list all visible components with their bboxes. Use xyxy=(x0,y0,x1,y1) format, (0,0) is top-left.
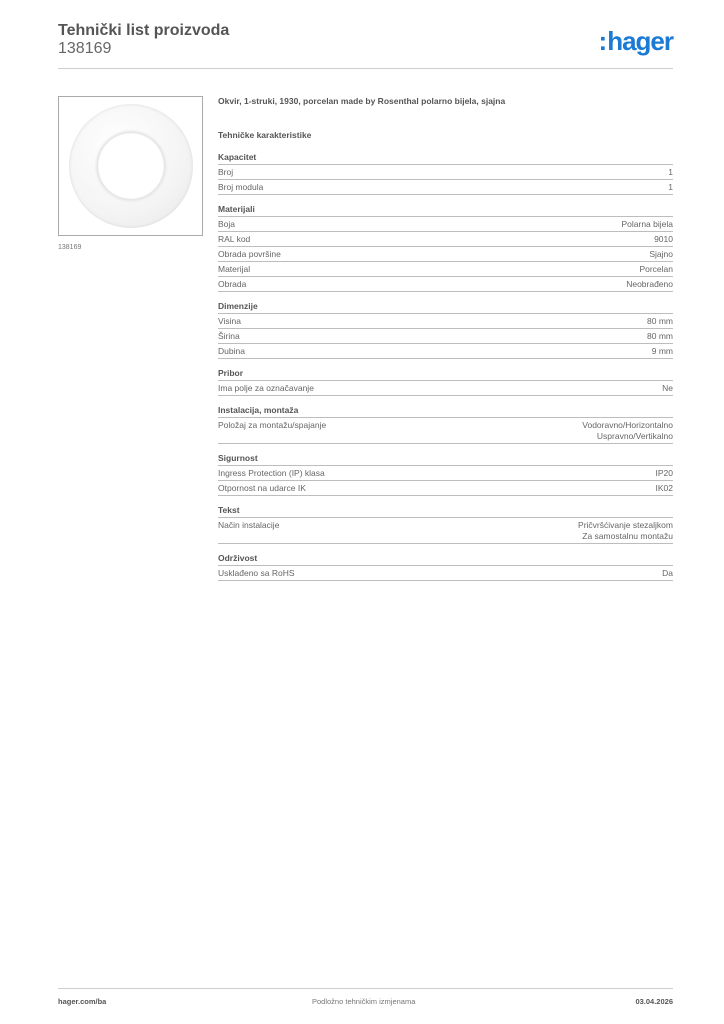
spec-label: RAL kod xyxy=(218,234,251,244)
spec-groups xyxy=(218,152,673,581)
group-title: Kapacitet xyxy=(218,152,673,165)
spec-label: Položaj za montažu/spajanje xyxy=(218,420,327,430)
spec-value xyxy=(656,483,674,494)
document-title: Tehnički list proizvoda xyxy=(58,22,230,39)
spec-label: Ima polje za označavanje xyxy=(218,383,314,393)
spec-group xyxy=(218,368,673,396)
product-description: Okvir, 1-struki, 1930, porcelan made by Rosenthal polarno bijela, sjajna xyxy=(218,96,506,106)
group-title: Održivost xyxy=(218,553,673,566)
spec-row xyxy=(218,418,673,444)
spec-value xyxy=(656,468,674,479)
spec-label: Usklađeno sa RoHS xyxy=(218,568,295,578)
spec-row xyxy=(218,247,673,262)
spec-label: Dubina xyxy=(218,346,245,356)
spec-label: Širina xyxy=(218,331,240,341)
spec-row xyxy=(218,314,673,329)
spec-value xyxy=(578,520,673,542)
spec-value-line: Sjajno xyxy=(649,249,673,259)
spec-row xyxy=(218,262,673,277)
spec-value-line: Ne xyxy=(662,383,673,393)
spec-value xyxy=(668,182,673,193)
website-link[interactable]: hager.com/ba xyxy=(58,997,107,1006)
group-title: Sigurnost xyxy=(218,453,673,466)
spec-value-line: 80 mm xyxy=(647,331,673,341)
change-notice: Podložno tehničkim izmjenama xyxy=(312,997,416,1006)
spec-value xyxy=(582,420,673,442)
spec-row xyxy=(218,232,673,247)
spec-row xyxy=(218,518,673,544)
spec-value xyxy=(654,234,673,245)
spec-row xyxy=(218,180,673,195)
spec-label: Otpornost na udarce IK xyxy=(218,483,306,493)
spec-value-line: Polarna bijela xyxy=(621,219,673,229)
round-frame-image-icon xyxy=(69,104,193,228)
spec-value-line: IK02 xyxy=(655,483,673,493)
spec-value xyxy=(647,331,673,342)
product-number: 138169 xyxy=(58,40,112,57)
product-image xyxy=(58,96,203,236)
group-title: Instalacija, montaža xyxy=(218,405,673,418)
spec-value-line: 9 mm xyxy=(651,346,673,356)
spec-row xyxy=(218,165,673,180)
spec-row xyxy=(218,344,673,359)
spec-value-line: Da xyxy=(662,568,673,578)
spec-label: Boja xyxy=(218,219,236,229)
group-title: Pribor xyxy=(218,368,673,381)
group-title: Materijali xyxy=(218,204,673,217)
spec-value xyxy=(649,249,673,260)
spec-value-line: IP20 xyxy=(655,468,673,478)
section-heading: Tehničke karakteristike xyxy=(218,130,312,140)
spec-row xyxy=(218,566,673,581)
spec-value-line: Porcelan xyxy=(639,264,673,274)
page-header xyxy=(58,22,673,58)
spec-group xyxy=(218,405,673,444)
spec-value xyxy=(647,316,673,327)
spec-row xyxy=(218,481,673,496)
hager-logo xyxy=(599,26,673,57)
spec-label: Obrada xyxy=(218,279,247,289)
spec-group xyxy=(218,204,673,292)
spec-label: Ingress Protection (IP) klasa xyxy=(218,468,325,478)
spec-row xyxy=(218,329,673,344)
spec-value-line: Pričvršćivanje stezaljkom xyxy=(578,520,673,530)
spec-value-line: 9010 xyxy=(654,234,673,244)
spec-value-line: Uspravno/Vertikalno xyxy=(596,431,673,441)
spec-value-line: Vodoravno/Horizontalno xyxy=(582,420,673,430)
spec-value xyxy=(668,167,673,178)
frame-opening xyxy=(98,133,164,199)
spec-label: Način instalacije xyxy=(218,520,280,530)
spec-row xyxy=(218,277,673,292)
spec-group xyxy=(218,505,673,544)
spec-value xyxy=(662,568,673,579)
spec-row xyxy=(218,217,673,232)
document-date: 03.04.2026 xyxy=(635,997,673,1006)
spec-label: Broj xyxy=(218,167,234,177)
specifications xyxy=(218,96,673,590)
spec-value xyxy=(662,383,673,394)
spec-group xyxy=(218,152,673,195)
spec-value-line: 80 mm xyxy=(647,316,673,326)
spec-value xyxy=(626,279,673,290)
spec-value-line: Neobrađeno xyxy=(626,279,673,289)
group-title: Dimenzije xyxy=(218,301,673,314)
logo-prefix: : xyxy=(598,26,607,56)
spec-group xyxy=(218,453,673,496)
spec-value-line: 1 xyxy=(668,182,673,192)
spec-row xyxy=(218,466,673,481)
spec-value-line: 1 xyxy=(668,167,673,177)
spec-label: Visina xyxy=(218,316,241,326)
group-title: Tekst xyxy=(218,505,673,518)
header-divider xyxy=(58,68,673,69)
spec-group xyxy=(218,301,673,359)
spec-label: Materijal xyxy=(218,264,251,274)
spec-label: Obrada površine xyxy=(218,249,281,259)
spec-group xyxy=(218,553,673,581)
spec-value-line: Za samostalnu montažu xyxy=(582,531,673,541)
spec-label: Broj modula xyxy=(218,182,264,192)
logo-text: hager xyxy=(607,26,673,56)
spec-row xyxy=(218,381,673,396)
footer-divider xyxy=(58,988,673,989)
image-caption: 138169 xyxy=(58,244,82,251)
spec-value xyxy=(639,264,673,275)
spec-value xyxy=(621,219,673,230)
spec-value xyxy=(652,346,673,357)
